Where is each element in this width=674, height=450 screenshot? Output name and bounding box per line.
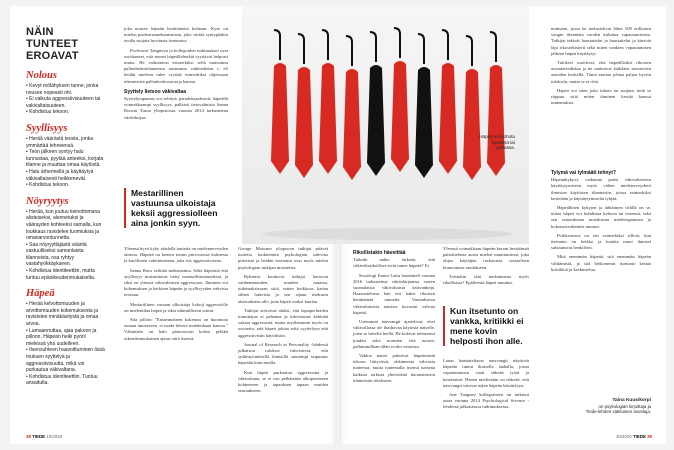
footer-left: 38 TIEDE 10/2020 [26,434,63,439]
paragraph: Sosiologi Emmi Lattu haastatteli vuonna 2016 tarkastettua väitöskirjaansa varten suomalaisia väkivaltaisia naisvankeja. Haastattelussa hän etti kaksi rikosten herättämää tunnetta. Vastauksissa väkivaltaisista naisista kuvastui vahvaa häpeää. [353,272,435,315]
body-column-1-top [124,26,228,124]
paragraph: Ryhmiin kuuluvat tutkijat kertovat vanhemmuuden, muiden muassa, tutkimuksissaan siitä, miten heikkous kattaa siihen laitteista ja sen sijaan itsekurin alaisuuksien alle, joita häpeä osaksi kuuluu. [238,273,328,304]
author-credit [551,398,651,415]
sidebar-title: NÄIN TUNTEET EROAVAT [26,26,79,62]
body-column-2 [238,246,328,397]
pull-quote: Mestarillinen vastuunsa ulkoistaja keksii aggressiolleen aina jonkin syyn. [124,188,228,228]
sidebar-heading-nolous: Nolous [26,70,57,81]
sidebar-heading-hapea: Häpeä [26,288,55,300]
paragraph: Tulokset osoittivat, että häpeällisiksi rikosten uusintaresiikkaa ja ne saattoivat kaikkien seuraavien asioiden keskellä. Tämä saattaa johtaa paljon hyviin tuloksiin, mutta se ei riitä. [551,60,651,84]
paragraph: Professori Tangneyn ja kollegoiden tutkimukset ovat osoittaneet, että monet häpeälleherkät syyttävät helposti muita. He vaikuttavat esimerkiksi sellä maissänsa pallonheittotilanteessa uusimmin vaihtoehdon c, eli heidät mieleen tulee syyttää esimerkiksi ohjeistaan tekemisistä pallonheittovuoroja kanssa. [124,47,228,84]
author-role: Tiede-lehden vakituinen avustaja. [585,409,651,415]
pull-quote: Kun itsetunto on vankka, kritiikki ei mene kovin helposti ihon alle. [443,306,529,346]
list-item: • Heräå väärästä teosta, jonka ymmärtää tehneensä. [26,135,94,149]
paragraph: Latun haastateltavat naisvangit näyttivät häpeäin tuntui ikuisella taakalla, joista vapautuminen vaati sitkeää työtä ja kestämistä. Hänen mielestään on tärkeää, että naisvangit saisivat tukea häpeän käsittelyyn. [443,358,529,388]
body-column-3 [353,246,435,387]
list-item: • Kohdistuu tekoon. [26,182,70,189]
list-item: • Herää, kun joutuu keinottomana alisteiseksi, alennetuksi ja väärayden kohteeksi samalla, kun loukkaus ravistelee tuomiuksia ja omanarvontunnetta. [26,208,102,242]
paragraph: Toisinkin tätä mekanismia myös rikollisista? Epäileestä häpeä muuttui. [443,273,529,286]
list-item: • Kohdistuu identiteettiin. Tuntuu ansaitulta. [26,373,98,387]
sidebar-list-syyllisyys [26,136,106,189]
umbrellas-photo [242,6,529,244]
subheading: Rikollistakin häveittää [353,250,406,256]
list-item: • Itsensuhteen haavoittuminen lisää mukuen syyttelyä ja aggressiivisuutta, mikä voi purkautua väkivaltana. [26,347,105,374]
list-item: • Kohdistuu tekoon. [26,109,70,116]
paragraph: George Masonin yliopiston tutkijat pitävät tuotetta luokitemitä psykologian tulevina piirteistä ja heidän teoriansa ovat myös mielen psykologian tutkijan muisteista. [238,246,328,270]
paragraph: Sitä jolloin: "Ensimmäinen kokemus on huomiota omaan tunteeseen, ei tuoda hävetä muidenkaan kanssa." Vähintään on halu päinvastoin kokea pelkkä oikeudenmukainen ajatus siitä itsensä. [124,317,228,341]
paragraph: Ane Tangney kollegoineen on tutkinut asiaa vuonna 2014 Psychological Science -lehdessä julkaistussa tutkimuksessa. [443,392,529,410]
body-column-4-bottom [443,358,529,414]
list-item: • Kevyt mölähyksen tunne, jonka nousee nopeasti ohi. [26,83,99,96]
paragraph: Tutkijat arvioivat aluksi, että lapsiperheiden toimittajaa ei pahenna ja tulevaisuus kehittää vakaat aggressiota, mutta myöhemmin myös on osoitettu, että häpeä johtaa sekä syyttelyyn että aggressiivisiin käytöksiin. [238,307,328,338]
paragraph: Vakkia naiset puhuivat häpeämästä tekoon liittyvästä, ehkäneesta vahvasta tunteesta, mutta tuntemalla itsensä naisena kaikista tarkista yhteisöistä huomattaviin tilanteisiin rikokseen. [353,353,435,383]
body-column-4-top [443,246,529,289]
subheading: Syyttely lietsoo väkivaltaa [124,88,186,95]
list-item: • Ei vaikuta aggressiivisuuteen tai vakivaltaisuuteen. [26,96,101,109]
paragraph: Sanna Roos selittää mekanismia. Sekä häpeästä että syyllisyys muistuttavat tietty monaalfittomuudesta, ja siksi on ylionsä väkivaltaisen aggressioon. Ihminen voi kokemuksen ja hetkisen häpeän ja syyllisyyden vahvista teistaan. [124,267,228,298]
list-item: • Herää kelvottomuuden ja arvottomuuden kokemuksesta ja ravistelee minäkäsitystä ja omaa arvoa. [26,301,99,328]
paragraph: Häpeä voi siten joko tuhota tai suojata, mitä se riippuu siitä miten ihminen kestää kanssa tuntemuksia. [551,87,651,106]
photo-caption: Häpeä voi kohota hyvässä tai pahassa. [479,134,515,151]
emotions-sidebar [26,26,106,387]
paragraph: Journal of Research in Personality -lehdessä julkaistut tulokset vahvistivat, että sydäntyönteisillä ihmisillä suurempi taipumus häpeään kuin muilla. [238,341,328,366]
paragraph: Häpeänkykyvy vaikuttaa paitsi väkivaltaiseen käyttäytymiseen myös välien mieleterveydesti ihmisten käytösten tilanteisiin, joissa esimerkiksi kestetään ja käyttäytymiseltä tyhjää. [551,177,651,201]
list-item: • Teon jälkeen syntyy halu tunnustaa, pyytää anteeksi, korjata tilanne ja muuttaa omaa käytöstä. [26,149,104,169]
magazine-spread [10,6,666,444]
paragraph: Poikkeavuus on siis esimerkiksi silloin, kun itsetunto on heikko ja kuinka muut ihmiset suhtautuvat henkilöön. [551,232,651,251]
list-item: • Saa nöyryyttäjästä vääntä vastuulliseksi samanlaista tilanneista, osa ryhtyy vastahyökkäykseen. [26,241,87,268]
author-role: on psykologian kirjoittaja ja [598,403,651,409]
subheading: Tylymä vai tylmääti tehnyt? [551,170,616,176]
paragraph: Yleensä voimakkaan häpeän kerran herättämät pahoittelusta aurea mielen muuttumisen, joka ohjaa käyttäjän raskavasta sosiaalisen kuntoutusta saadakseen. [443,246,529,270]
paragraph: Mitä enemmän häpeää, sitä enemmän häpeän välttämistä, ja sitä heikommin itsetunto kestää kritiikkiä ja keskustelua. [551,254,651,272]
sidebar-heading-syyllisyys: Syyllisyys [26,122,68,134]
paragraph: Tutkukt naiko tärkeää, että väkivaltarikolliset eivät tunne häpeää? Ei. [353,257,435,269]
sidebar-list-hapea [26,301,106,387]
paragraph: Mestariilinen vastaan ulkoistaja kokoji aggressiolle on mielentilaa häpeä ja siksi inhimillisesti toimii. [124,301,228,313]
footer-right: 10/2020 TIEDE 39 [615,434,652,439]
paragraph: mukseen, jossa he tarkastelivat lähes 500 erillaisen vangin tilannetta vuoden kuluttua vapautumisesta. Tutkijat tekivät haastattelut ja haastattelut ja kävivät läpi rikosrekisterit sekä miten vankien vapautumisen jälkeen häpeä käyttäytyi. [551,26,651,56]
umbrellas-illustration [242,6,529,244]
body-column-1-bottom [124,246,228,345]
list-item: • Lamaannuttaa, ajaa pakoon ja piiloon. Häpeän heiki pyörii mielessä yhä uudelleen. [26,327,97,347]
sidebar-heading-noyryytys: Nöyryytys [26,195,69,207]
paragraph: Yleensä hyvä kyky säädellä tunteita on mielenterveyden ainesta. Häpeää on kenien tomin piirovuossa kolmesta ja kuolliseen vakiintuneena, joka siis aggressiivisena. [124,246,228,264]
sidebar-list-nolous [26,83,106,116]
paragraph: Häpeällinen kykyjen ja tähtäimen välillä on se, miten häpeä voi kohdistaa kehoon tai itseensä, sekä sen seurauksena muodostuu mieleenpainuva ja kokonaisvaltainen muutos. [551,205,651,229]
paragraph: joka nousee häpeän herättäneitä kohtaan. Kyse on mielen puolustusmekanismista, joka siirtää syntypääkin avulla suojata hyvitusta itsetuntoa. [124,26,228,44]
paragraph: Useimmat naisvangit ajattelivat, ettei väkivallassa ole ihailtavaa käytöstä naiselle, joten se häveltä heillä. He kokivat tehneensä jotakin sekä normien että naisen, palhimmillaan ällän roolin vastaista. [353,319,435,349]
body-column-5-bottom [551,166,651,276]
list-item: • Kohdistuu identiteettiin, mutta tuntuu epäoikeudenmukaiselta. [26,268,96,281]
sidebar-list-noyryytys [26,209,106,282]
paragraph: Kun häpeä purkautuu aggressiona ja väkivaltana, se ei osu pelkästään alkuperäiseen kohteeseen ja tapauksen tapaan muiden seuraukseen. [238,369,328,394]
body-column-5-top [551,26,651,109]
paragraph: Syyttelytapumus voi selittyä, paradoksaalisesti, häpeällä voimakkaampi syyllisyys, pallaisti tietovalmista Sanna Roosin Turun yliopistossa vuonna 2014 tarkastettua väitöskirjaa. [124,96,228,120]
author-name: Taina Kuusikorpi [612,398,651,403]
list-item: • Halu ärhennellä ja käyttäytyä väkivaltaisesti heikkenevät. [26,168,94,182]
